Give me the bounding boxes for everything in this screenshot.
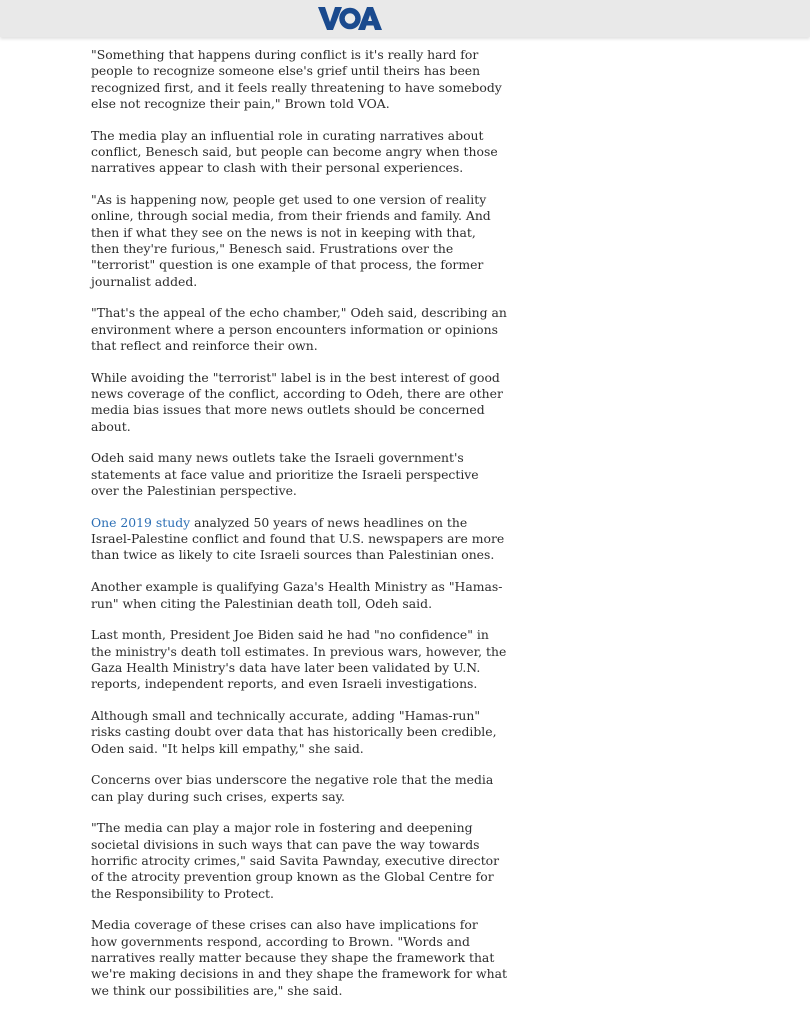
- article-paragraph-with-link: [91, 515, 507, 564]
- study-link[interactable]: One 2019 study: [91, 514, 191, 530]
- article-paragraph: Another example is qualifying Gaza's Health Ministry as "Hamas-run" when citing the Palestinian death toll, Odeh said.: [91, 579, 503, 611]
- article-paragraph: Although small and technically accurate, adding "Hamas-run" risks casting doubt over data that has historically been credible, Oden said. "It helps kill empathy," she said.: [91, 708, 497, 756]
- article-paragraph: Concerns over bias underscore the negative role that the media can play during such crises, experts say.: [91, 772, 494, 804]
- article-paragraph: "The media can play a major role in fostering and deepening societal divisions in such ways that can pave the way towards horrific atrocity crimes," said Savita Pawnday, executive director of the atrocity prevention group known as the Global Centre for the Responsibility to Protect.: [91, 820, 500, 901]
- voa-logo-icon: [318, 6, 382, 31]
- article-paragraph: While avoiding the "terrorist" label is in the best interest of good news coverage of the conflict, according to Odeh, there are other media bias issues that more news outlets should be concerned about.: [91, 369, 503, 434]
- article-paragraph: "That's the appeal of the echo chamber," Odeh said, describing an environment where a person encounters information or opinions that reflect and reinforce their own.: [91, 305, 507, 353]
- article-paragraph: Last month, President Joe Biden said he had "no confidence" in the ministry's death toll estimates. In previous wars, however, the Gaza Health Ministry's data have later been validated by U.N. reports, independent reports, and even Israeli investigations.: [91, 627, 507, 692]
- article-paragraph: Odeh said many news outlets take the Israeli government's statements at face value and prioritize the Israeli perspective over the Palestinian perspective.: [91, 450, 479, 499]
- article-body: [91, 47, 507, 1014]
- article-paragraph: "As is happening now, people get used to one version of reality online, through social media, from their friends and family. And then if what they see on the news is not in keeping with that, then they're furious," Benesch said. Frustrations over the "terrorist" question is one example of that process, the former journalist added.: [91, 192, 491, 289]
- article-paragraph-text: analyzed 50 years of news headlines on the Israel-Palestine conflict and found that U.S. newspapers are more than twice as likely to cite Israeli sources than Palestinian ones.: [91, 514, 505, 563]
- article-paragraph: Media coverage of these crises can also have implications for how governments respond, according to Brown. "Words and narratives really matter because they shape the framework that we're making decisions in and they shape the framework for what we think our possibilities are," she said.: [91, 917, 508, 998]
- article-paragraph: The media play an influential role in curating narratives about conflict, Benesch said, but people can become angry when those narratives appear to clash with their personal experiences.: [91, 127, 498, 176]
- top-bar: [0, 0, 810, 37]
- article-paragraph: "Something that happens during conflict is it's really hard for people to recognize someone else's grief until theirs has been recognized first, and it feels really threatening to have somebody else not recognize their pain," Brown told VOA.: [91, 47, 502, 111]
